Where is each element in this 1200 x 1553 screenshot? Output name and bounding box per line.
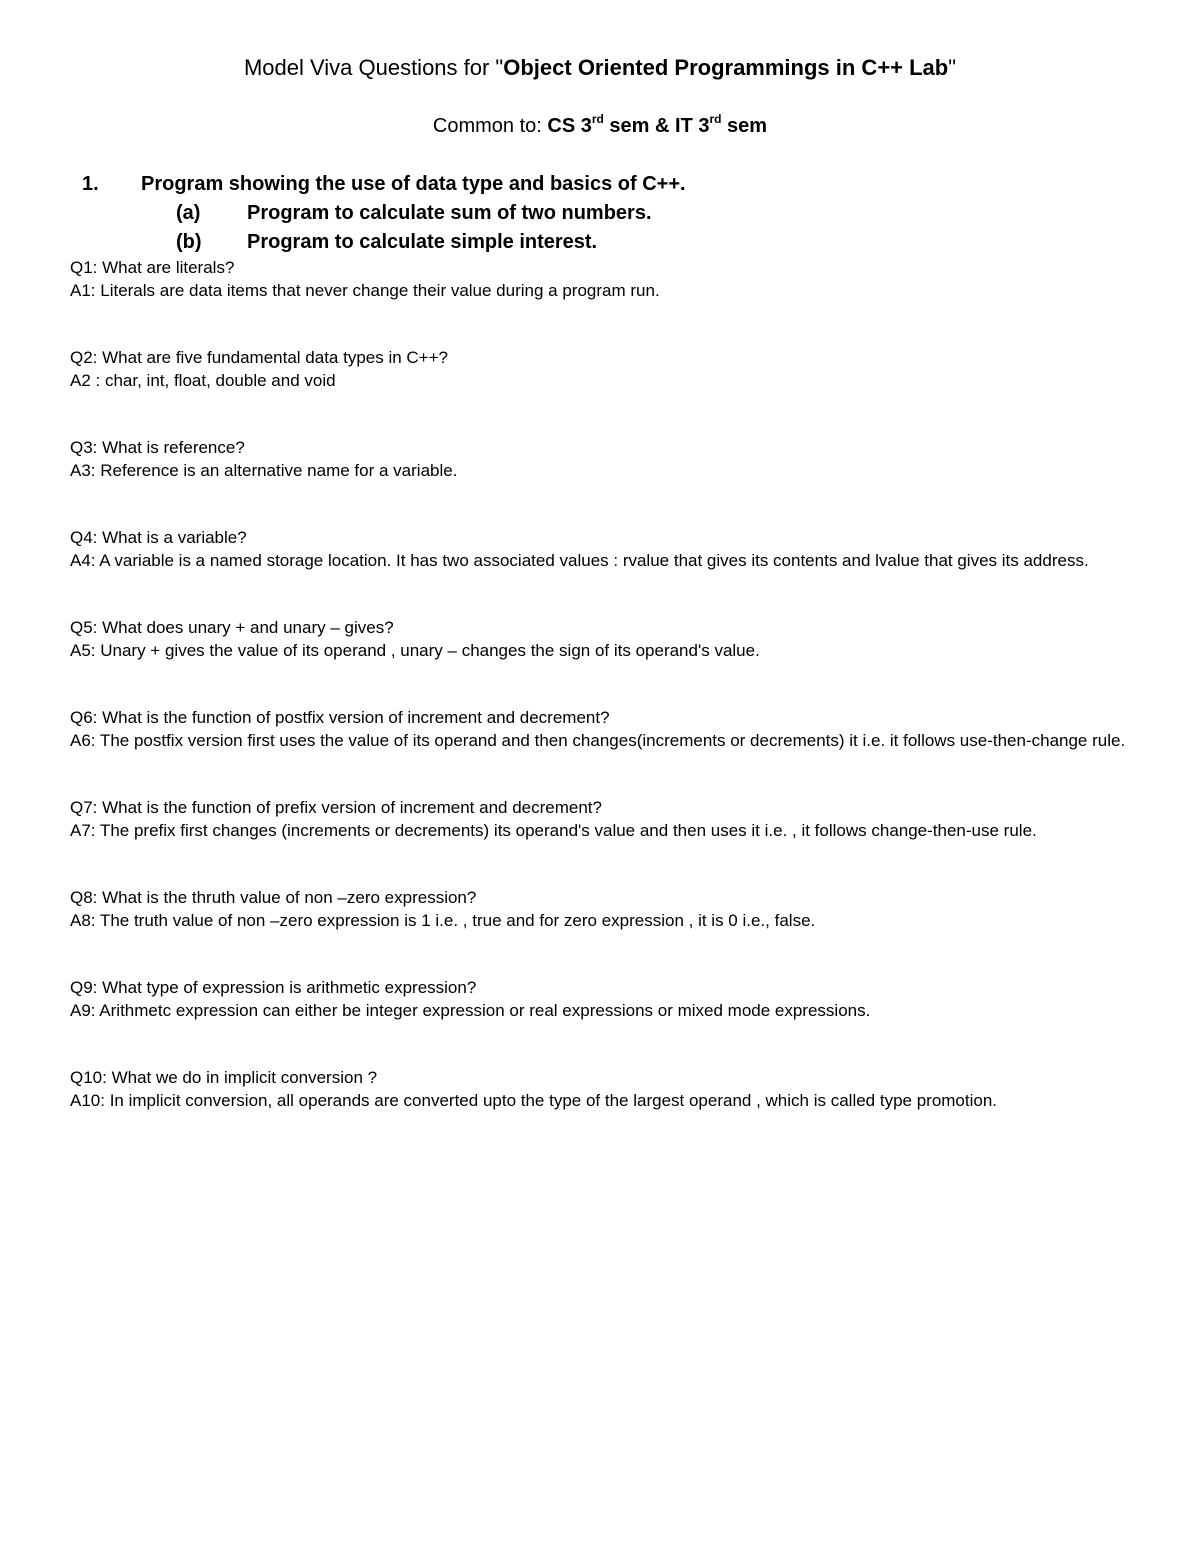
question: Q4: What is a variable? bbox=[70, 528, 247, 547]
page-subtitle bbox=[0, 112, 1200, 140]
subitem-text: Program to calculate sum of two numbers. bbox=[247, 202, 652, 224]
question: Q5: What does unary + and unary – gives? bbox=[70, 618, 394, 637]
it-superscript: rd bbox=[709, 112, 722, 126]
answer: A3: Reference is an alternative name for a variable. bbox=[70, 461, 458, 480]
question: Q10: What we do in implicit conversion ? bbox=[70, 1068, 378, 1087]
subitem-letter: (a) bbox=[176, 202, 201, 224]
qa-item bbox=[70, 616, 1130, 662]
page-title bbox=[0, 54, 1200, 82]
cs-label: CS 3 bbox=[547, 115, 592, 137]
qa-item bbox=[70, 796, 1130, 842]
question: Q6: What is the function of postfix version of increment and decrement? bbox=[70, 708, 610, 727]
qa-list bbox=[70, 256, 1130, 1112]
answer: A10: In implicit conversion, all operands are converted upto the type of the largest operand , which is called type promotion. bbox=[70, 1091, 998, 1110]
qa-item bbox=[70, 256, 1130, 302]
question: Q9: What type of expression is arithmetic expression? bbox=[70, 978, 477, 997]
title-course-name: Object Oriented Programmings in C++ Lab bbox=[503, 55, 949, 80]
qa-item bbox=[70, 526, 1130, 572]
question: Q7: What is the function of prefix version of increment and decrement? bbox=[70, 798, 602, 817]
qa-item bbox=[70, 346, 1130, 392]
question: Q1: What are literals? bbox=[70, 258, 235, 277]
it-semester: sem bbox=[721, 115, 768, 137]
qa-item bbox=[70, 976, 1130, 1022]
question: Q3: What is reference? bbox=[70, 438, 245, 457]
program-number: 1. bbox=[82, 173, 99, 195]
question: Q2: What are five fundamental data types in C++? bbox=[70, 348, 448, 367]
answer: A6: The postfix version first uses the value of its operand and then changes(increments or decrements) it i.e. it follows use-then-change rule. bbox=[70, 731, 1126, 750]
answer: A1: Literals are data items that never change their value during a program run. bbox=[70, 281, 660, 300]
qa-item bbox=[70, 706, 1130, 752]
answer: A7: The prefix first changes (increments or decrements) its operand's value and then uses it i.e. , it follows change-then-use rule. bbox=[70, 821, 1037, 840]
subitem-text: Program to calculate simple interest. bbox=[247, 231, 598, 253]
answer: A2 : char, int, float, double and void bbox=[70, 371, 336, 390]
cs-superscript: rd bbox=[591, 112, 604, 126]
program-heading: Program showing the use of data type and basics of C++. bbox=[141, 173, 686, 195]
answer: A4: A variable is a named storage location. It has two associated values : rvalue that gives its contents and lvalue that gives its address. bbox=[70, 551, 1089, 570]
subitem-letter: (b) bbox=[176, 231, 202, 253]
title-prefix: Model Viva Questions for " bbox=[243, 55, 504, 80]
answer: A8: The truth value of non –zero expression is 1 i.e. , true and for zero expression , it is 0 i.e., false. bbox=[70, 911, 816, 930]
cs-it-semester: sem & IT 3 bbox=[603, 115, 710, 137]
qa-item bbox=[70, 1066, 1130, 1112]
question: Q8: What is the thruth value of non –zero expression? bbox=[70, 888, 477, 907]
answer: A5: Unary + gives the value of its operand , unary – changes the sign of its operand's value. bbox=[70, 641, 760, 660]
qa-item bbox=[70, 436, 1130, 482]
qa-item bbox=[70, 886, 1130, 932]
common-label: Common to: bbox=[432, 115, 548, 137]
answer: A9: Arithmetc expression can either be integer expression or real expressions or mixed mode expressions. bbox=[70, 1001, 871, 1020]
title-suffix: " bbox=[948, 55, 957, 80]
